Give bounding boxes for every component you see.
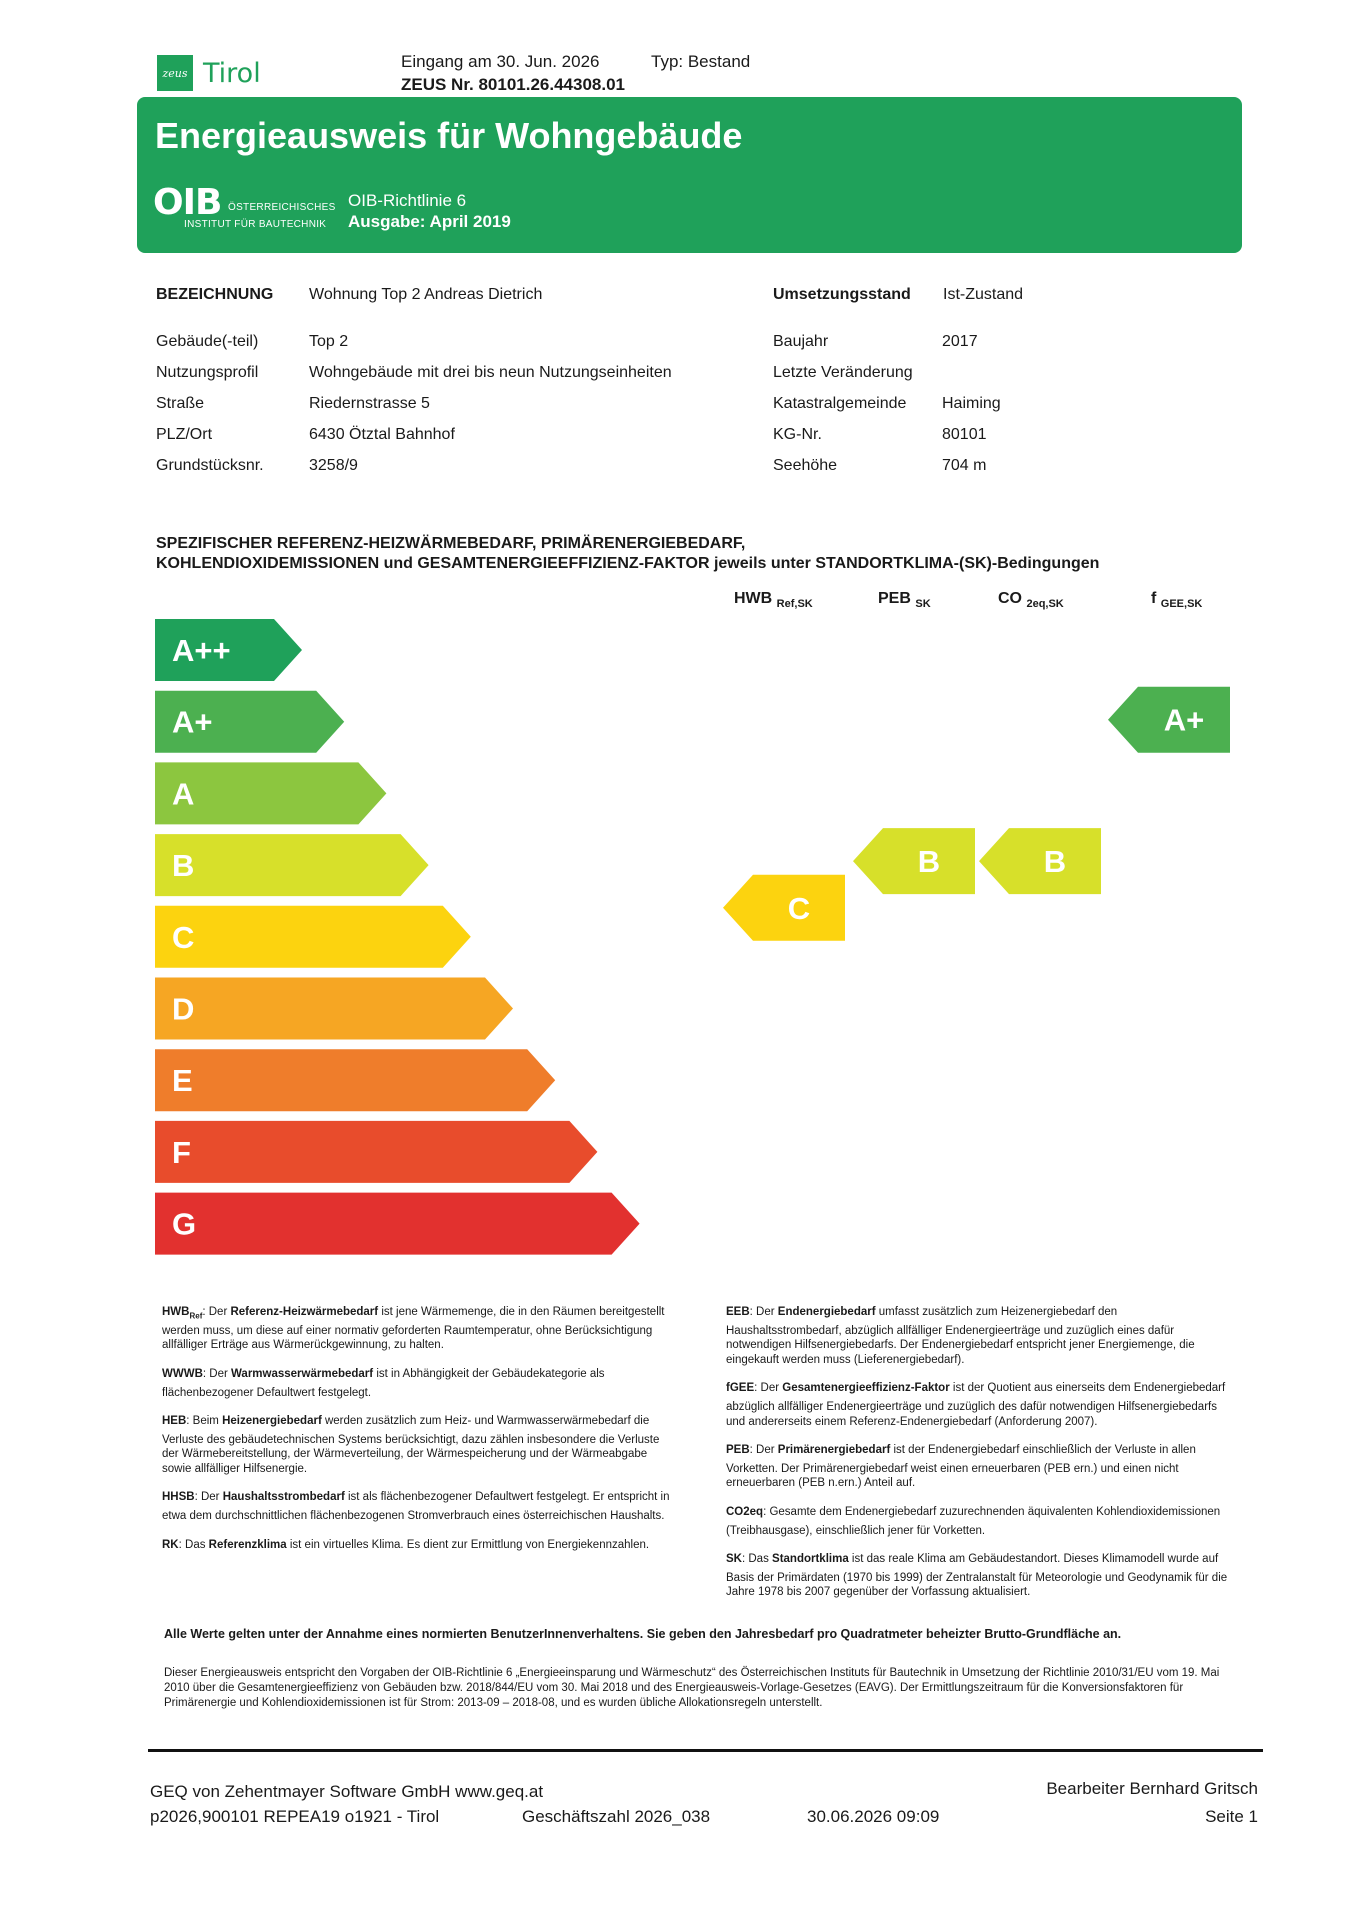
definitions-right: [726, 1305, 1236, 1614]
info-right-value: Haiming: [942, 395, 1001, 412]
footer-software: GEQ von Zehentmayer Software GmbH www.geq.at: [150, 1782, 544, 1801]
info-left-value: Top 2: [309, 333, 349, 350]
rating-co2: [979, 828, 1101, 894]
definition: fGEE: Der Gesamtenergieeffizienz-Faktor ist der Quotient aus einerseits dem Endenergiebedarf abzüglich allfälliger Endenergieerträge und zuzüglich des dafür notwendigen Hilfsenergiebedarfs und andererseits einem Referenz-Endenergiebedarf (Anforderung 2007).: [726, 1382, 1226, 1428]
column-header-peb: PEB $_{SK}$: [878, 590, 931, 611]
footer-bearbeiter: Bearbeiter Bernhard Gritsch: [1046, 1779, 1258, 1798]
oib-ausgabe: Ausgabe: April 2019: [348, 212, 511, 231]
definition: SK: Das Standortklima ist das reale Klima am Gebäudestandort. Dieses Klimamodell wurde auf Basis der Primärdaten (1970 bis 1999) der Zentralanstalt für Meteorologie und Geodynamik für die Jahre 1978 bis 2007 gegenüber der Vorfassung aktualisiert.: [726, 1553, 1228, 1599]
info-left-value: 6430 Ötztal Bahnhof: [309, 426, 455, 443]
eingang-date: Eingang am 30. Jun. 2026: [401, 52, 600, 71]
scale-arrow-b: [155, 834, 429, 896]
info-left-value: 3258/9: [309, 457, 358, 474]
info-right-label: Baujahr: [773, 333, 829, 350]
footer-datetime: 30.06.2026 09:09: [807, 1807, 940, 1826]
scale-label-g: G: [172, 1206, 197, 1242]
definition: RK: Das Referenzklima ist ein virtuelles Klima. Es dient zur Ermittlung von Energiekennzahlen.: [162, 1538, 650, 1551]
scale-arrow-a: [155, 762, 386, 824]
definition: EEB: Der Endenergiebedarf umfasst zusätzlich zum Heizenergiebedarf den Haushaltsstrombedarf, abzüglich allfälliger Endenergieerträge und zuzüglich eines dafür notwendigen Hilfsenergiebedarfs. Der Endenergiebedarf entspricht jener Energiemenge, die eingekauft werden muss (Lieferenergiebedarf).: [726, 1306, 1195, 1366]
info-right-label: Seehöhe: [773, 457, 838, 474]
rating-label-hwb: C: [787, 890, 811, 926]
scale-arrow-d: [155, 978, 513, 1040]
info-left-label: Straße: [156, 395, 205, 412]
rating-label-fgee: A+: [1163, 702, 1205, 738]
scale-arrow-f: [155, 1121, 597, 1183]
definition: $HWB_{Ref}$: Der Referenz-Heizwärmebedarf ist jene Wärmemenge, die in den Räumen bereitgestellt werden muss, um diese auf einer normativ geforderten Raumtemperatur, ohne Berücksichtigung allfälliger Erträge aus Wärmerückgewinnung, zu halten.: [162, 1306, 665, 1352]
info-right-value: 704 m: [942, 457, 987, 474]
info-left-label: Gebäude(-teil): [156, 333, 259, 350]
definition: WWWB: Der Warmwasserwärmebedarf ist in Abhängigkeit der Gebäudekategorie als flächenbezogener Defaultwert festgelegt.: [162, 1367, 605, 1399]
scale-label-f: F: [172, 1134, 191, 1170]
scale-arrow-ap: [155, 691, 344, 753]
rating-peb: [853, 828, 975, 894]
info-right-label: KG-Nr.: [773, 426, 822, 443]
rating-hwb: [723, 875, 845, 941]
definition: PEB: Der Primärenergiebedarf ist der Endenergiebedarf einschließlich der Verluste in allen Vorketten. Der Primärenergiebedarf weist einen erneuerbaren (PEB ern.) und einen nicht erneuerbaren (PEB n.ern.) Anteil auf.: [726, 1444, 1196, 1490]
column-header-hwb: HWB $_{Ref,SK}$: [734, 590, 813, 611]
section-heading-line1: SPEZIFISCHER REFERENZ-HEIZWÄRMEBEDARF, PRIMÄRENERGIEBEDARF,: [156, 535, 746, 552]
oib-logo: OIB: [153, 182, 222, 223]
column-header-fgee: f $_{GEE,SK}$: [1151, 590, 1203, 611]
note-legal: Dieser Energieausweis entspricht den Vorgaben der OIB-Richtlinie 6 „Energieeinsparung und Wärmeschutz“ des Österreichischen Instituts für Bautechnik in Umsetzung der Richtlinie 2010/31/EU vom 19. Mai 2010 über die Gesamtenergieeffizienz von Gebäuden bzw. 2018/844/EU vom 30. Mai 2018 und des Energieausweis-Vorlage-Gesetzes (EAVG). Der Ermittlungszeitraum für die Konversionsfaktoren für Primärenergie und Kohlendioxidemissionen ist für Strom: 2013-09 – 2018-08, und es wurden übliche Allokationsregeln unterstellt.: [164, 1667, 1220, 1709]
info-left-value: Wohngebäude mit drei bis neun Nutzungseinheiten: [309, 364, 672, 381]
rating-label-co2: B: [1043, 844, 1067, 880]
scale-label-ap: A+: [172, 704, 213, 740]
footer-seite: Seite 1: [1205, 1807, 1258, 1826]
info-right-label: Katastralgemeinde: [773, 395, 907, 412]
scale-label-b: B: [172, 848, 195, 884]
scale-label-c: C: [172, 919, 195, 955]
footer-divider: [148, 1749, 1263, 1752]
info-right-value: 80101: [942, 426, 987, 443]
oib-subtitle-2: INSTITUT FÜR BAUTECHNIK: [184, 219, 327, 230]
logo-mark: zeus: [162, 66, 188, 80]
scale-label-e: E: [172, 1063, 193, 1099]
definition: HHSB: Der Haushaltsstrombedarf ist als flächenbezogener Defaultwert festgelegt. Er entspricht in etwa dem durchschnittlichen flächenbezogenen Stromverbrauch eines österreichischen Haushalts.: [162, 1491, 670, 1523]
info-right-value: 2017: [942, 333, 978, 350]
scale-label-app: A++: [172, 633, 231, 668]
definition: CO2eq: Gesamte dem Endenergiebedarf zuzurechnenden äquivalenten Kohlendioxidemissionen (Treibhausgase), einschließlich jener für Vorketten.: [726, 1505, 1221, 1537]
zeus-number: ZEUS Nr. 80101.26.44308.01: [401, 75, 625, 94]
page-title: Energieausweis für Wohngebäude: [155, 115, 743, 156]
footer-geschaeftszahl: Geschäftszahl 2026_038: [522, 1807, 711, 1826]
scale-arrow-app: [155, 619, 302, 681]
typ: Typ: Bestand: [651, 52, 751, 71]
info-left-label: PLZ/Ort: [156, 426, 213, 443]
scale-label-d: D: [172, 991, 195, 1027]
info-left-value: Riedernstrasse 5: [309, 395, 430, 412]
footer-file: p2026,900101 REPEA19 o1921 - Tirol: [150, 1807, 440, 1826]
umsetzung-label: Umsetzungsstand: [773, 286, 911, 303]
note-bold: Alle Werte gelten unter der Annahme eines normierten BenutzerInnenverhaltens. Sie geben den Jahresbedarf pro Quadratmeter beheizter Brutto-Grundfläche an.: [164, 1627, 1122, 1641]
info-left-label: Nutzungsprofil: [156, 364, 259, 381]
definition: HEB: Beim Heizenergiebedarf werden zusätzlich zum Heiz- und Warmwasserwärmebedarf die Verluste des gebäudetechnischen Systems berücksichtigt, dazu zählen insbesondere die Verluste der Wärmebereitstellung, der Wärmeverteilung, der Wärmespeicherung und der Wärmeabgabe sowie allfälliger Hilfsenergie.: [162, 1415, 660, 1475]
definitions-left: [162, 1305, 672, 1570]
bezeichnung-value: Wohnung Top 2 Andreas Dietrich: [309, 286, 543, 303]
info-right-label: Letzte Veränderung: [773, 364, 913, 381]
oib-richtlinie: OIB-Richtlinie 6: [348, 191, 467, 210]
logo-text: Tirol: [203, 58, 261, 89]
rating-fgee: [1108, 687, 1230, 753]
rating-label-peb: B: [917, 844, 941, 880]
scale-arrow-e: [155, 1049, 555, 1111]
column-header-co2: CO $_{2eq,SK}$: [998, 590, 1064, 611]
scale-arrow-g: [155, 1193, 640, 1255]
oib-subtitle-1: ÖSTERREICHISCHES: [228, 202, 336, 213]
umsetzung-value: Ist-Zustand: [943, 286, 1024, 303]
section-heading-line2: KOHLENDIOXIDEMISSIONEN und GESAMTENERGIEEFFIZIENZ-FAKTOR jeweils unter STANDORTKLIMA-(SK)-Bedingungen: [156, 555, 1100, 572]
scale-arrow-c: [155, 906, 471, 968]
scale-label-a: A: [172, 776, 195, 812]
bezeichnung-label: BEZEICHNUNG: [156, 286, 274, 303]
info-left-label: Grundstücksnr.: [156, 457, 264, 474]
